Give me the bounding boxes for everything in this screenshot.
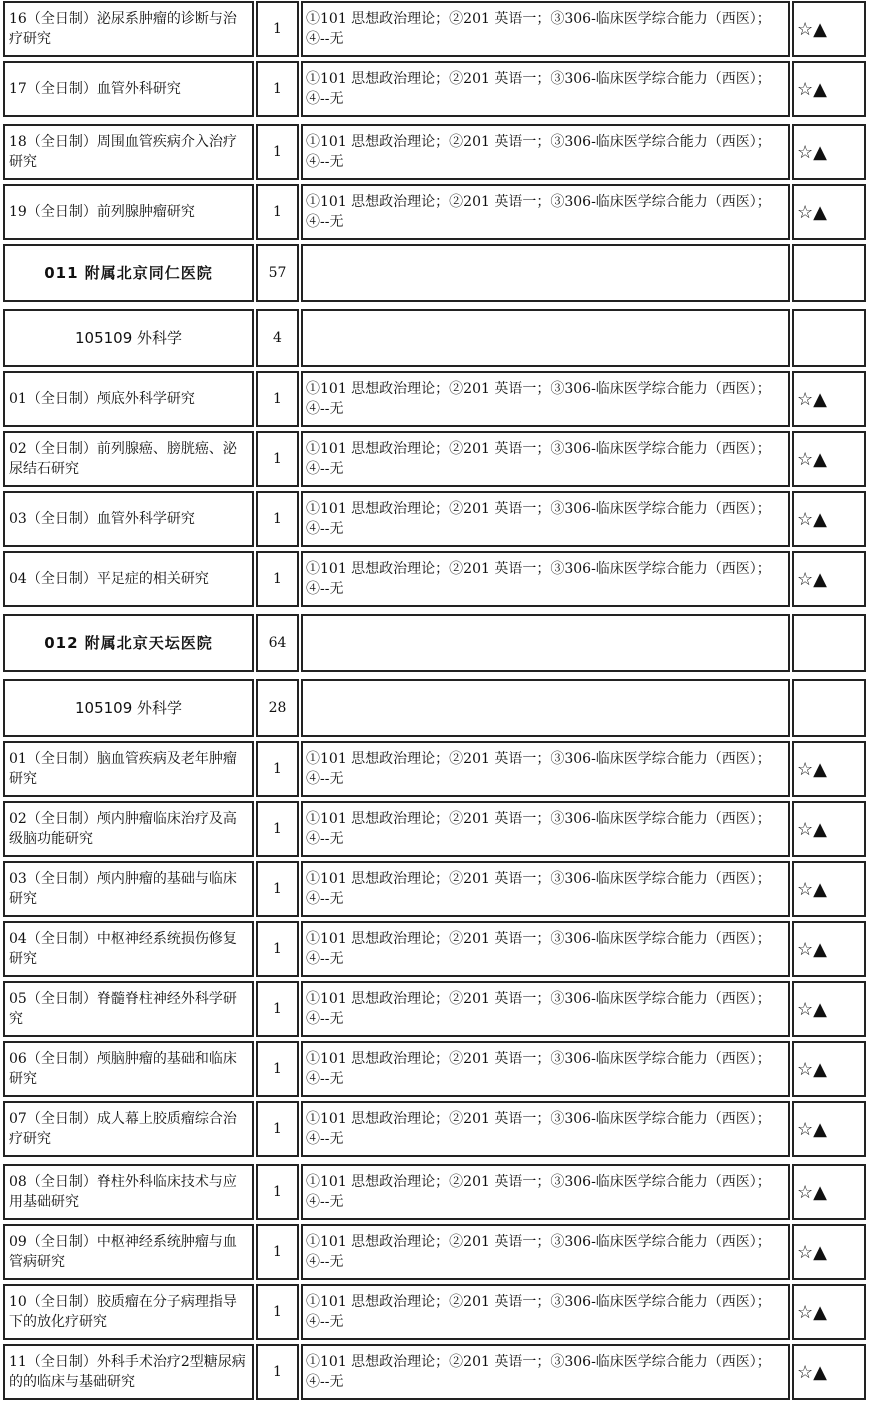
table-row — [2, 60, 874, 120]
table-row — [2, 740, 874, 800]
direction-name: 11（全日制）外科手术治疗2型糖尿病的的临床与基础研究 — [3, 1344, 254, 1400]
enrollment-count: 1 — [256, 1, 299, 57]
direction-name: 07（全日制）成人幕上胶质瘤综合治疗研究 — [3, 1101, 254, 1157]
direction-name: 02（全日制）颅内肿瘤临床治疗及高级脑功能研究 — [3, 801, 254, 857]
major-name: 105109 外科学 — [3, 309, 254, 367]
remark-symbols: ☆▲ — [792, 491, 866, 547]
exam-subjects: ①101 思想政治理论；②201 英语一；③306-临床医学综合能力（西医）；④--无 — [301, 371, 790, 427]
enrollment-count: 1 — [256, 1284, 299, 1340]
direction-name: 06（全日制）颅脑肿瘤的基础和临床研究 — [3, 1041, 254, 1097]
enrollment-count: 1 — [256, 124, 299, 180]
exam-subjects: ①101 思想政治理论；②201 英语一；③306-临床医学综合能力（西医）；④--无 — [301, 1164, 790, 1220]
table-row — [2, 800, 874, 860]
exam-subjects — [301, 679, 790, 737]
enrollment-count: 1 — [256, 491, 299, 547]
remark-symbols: ☆▲ — [792, 1164, 866, 1220]
table-row — [2, 1343, 874, 1403]
table-row — [2, 920, 874, 980]
enrollment-count: 1 — [256, 1224, 299, 1280]
direction-name: 19（全日制）前列腺肿瘤研究 — [3, 184, 254, 240]
remark-symbols — [792, 614, 866, 672]
direction-name: 17（全日制）血管外科研究 — [3, 61, 254, 117]
enrollment-count: 1 — [256, 801, 299, 857]
remark-symbols: ☆▲ — [792, 861, 866, 917]
table-row — [2, 1040, 874, 1100]
remark-symbols: ☆▲ — [792, 1101, 866, 1157]
direction-name: 18（全日制）周围血管疾病介入治疗研究 — [3, 124, 254, 180]
enrollment-count: 1 — [256, 741, 299, 797]
remark-symbols: ☆▲ — [792, 1224, 866, 1280]
table-row — [2, 430, 874, 490]
direction-name: 09（全日制）中枢神经系统肿瘤与血管病研究 — [3, 1224, 254, 1280]
exam-subjects: ①101 思想政治理论；②201 英语一；③306-临床医学综合能力（西医）；④--无 — [301, 551, 790, 607]
remark-symbols — [792, 679, 866, 737]
direction-name: 01（全日制）脑血管疾病及老年肿瘤研究 — [3, 741, 254, 797]
major-row — [2, 308, 874, 370]
department-name: 012 附属北京天坛医院 — [3, 614, 254, 672]
exam-subjects: ①101 思想政治理论；②201 英语一；③306-临床医学综合能力（西医）；④--无 — [301, 1101, 790, 1157]
exam-subjects: ①101 思想政治理论；②201 英语一；③306-临床医学综合能力（西医）；④--无 — [301, 1344, 790, 1400]
exam-subjects: ①101 思想政治理论；②201 英语一；③306-临床医学综合能力（西医）；④--无 — [301, 981, 790, 1037]
exam-subjects: ①101 思想政治理论；②201 英语一；③306-临床医学综合能力（西医）；④--无 — [301, 1041, 790, 1097]
enrollment-count: 64 — [256, 614, 299, 672]
enrollment-count: 1 — [256, 1041, 299, 1097]
enrollment-count: 1 — [256, 551, 299, 607]
direction-name: 04（全日制）平足症的相关研究 — [3, 551, 254, 607]
remark-symbols: ☆▲ — [792, 741, 866, 797]
exam-subjects: ①101 思想政治理论；②201 英语一；③306-临床医学综合能力（西医）；④--无 — [301, 1284, 790, 1340]
major-row — [2, 678, 874, 740]
remark-symbols: ☆▲ — [792, 1, 866, 57]
table-row — [2, 980, 874, 1040]
table-row — [2, 0, 874, 60]
exam-subjects: ①101 思想政治理论；②201 英语一；③306-临床医学综合能力（西医）；④--无 — [301, 184, 790, 240]
enrollment-count: 1 — [256, 1164, 299, 1220]
direction-name: 10（全日制）胶质瘤在分子病理指导下的放化疗研究 — [3, 1284, 254, 1340]
remark-symbols: ☆▲ — [792, 551, 866, 607]
direction-name: 03（全日制）颅内肿瘤的基础与临床研究 — [3, 861, 254, 917]
exam-subjects: ①101 思想政治理论；②201 英语一；③306-临床医学综合能力（西医）；④--无 — [301, 921, 790, 977]
exam-subjects — [301, 244, 790, 302]
enrollment-count: 57 — [256, 244, 299, 302]
direction-name: 01（全日制）颅底外科学研究 — [3, 371, 254, 427]
remark-symbols: ☆▲ — [792, 981, 866, 1037]
table-row — [2, 1100, 874, 1160]
table-row — [2, 370, 874, 430]
exam-subjects: ①101 思想政治理论；②201 英语一；③306-临床医学综合能力（西医）；④--无 — [301, 431, 790, 487]
exam-subjects: ①101 思想政治理论；②201 英语一；③306-临床医学综合能力（西医）；④--无 — [301, 1, 790, 57]
remark-symbols: ☆▲ — [792, 61, 866, 117]
remark-symbols: ☆▲ — [792, 431, 866, 487]
table-row — [2, 550, 874, 610]
table-row — [2, 1163, 874, 1223]
exam-subjects: ①101 思想政治理论；②201 英语一；③306-临床医学综合能力（西医）；④--无 — [301, 801, 790, 857]
table-row — [2, 1223, 874, 1283]
exam-subjects: ①101 思想政治理论；②201 英语一；③306-临床医学综合能力（西医）；④--无 — [301, 861, 790, 917]
remark-symbols: ☆▲ — [792, 1344, 866, 1400]
table-row — [2, 860, 874, 920]
exam-subjects — [301, 309, 790, 367]
major-name: 105109 外科学 — [3, 679, 254, 737]
direction-name: 02（全日制）前列腺癌、膀胱癌、泌尿结石研究 — [3, 431, 254, 487]
remark-symbols: ☆▲ — [792, 801, 866, 857]
enrollment-count: 1 — [256, 431, 299, 487]
table-row — [2, 183, 874, 243]
table-row — [2, 123, 874, 183]
enrollment-count: 4 — [256, 309, 299, 367]
remark-symbols: ☆▲ — [792, 184, 866, 240]
exam-subjects: ①101 思想政治理论；②201 英语一；③306-临床医学综合能力（西医）；④--无 — [301, 124, 790, 180]
exam-subjects: ①101 思想政治理论；②201 英语一；③306-临床医学综合能力（西医）；④--无 — [301, 741, 790, 797]
direction-name: 03（全日制）血管外科学研究 — [3, 491, 254, 547]
direction-name: 05（全日制）脊髓脊柱神经外科学研究 — [3, 981, 254, 1037]
enrollment-count: 28 — [256, 679, 299, 737]
enrollment-count: 1 — [256, 1101, 299, 1157]
enrollment-count: 1 — [256, 1344, 299, 1400]
department-row — [2, 243, 874, 305]
remark-symbols: ☆▲ — [792, 371, 866, 427]
exam-subjects: ①101 思想政治理论；②201 英语一；③306-临床医学综合能力（西医）；④--无 — [301, 61, 790, 117]
department-name: 011 附属北京同仁医院 — [3, 244, 254, 302]
remark-symbols — [792, 244, 866, 302]
remark-symbols: ☆▲ — [792, 921, 866, 977]
exam-subjects: ①101 思想政治理论；②201 英语一；③306-临床医学综合能力（西医）；④--无 — [301, 491, 790, 547]
enrollment-count: 1 — [256, 61, 299, 117]
enrollment-count: 1 — [256, 921, 299, 977]
enrollment-count: 1 — [256, 371, 299, 427]
admissions-table — [2, 0, 874, 1403]
direction-name: 04（全日制）中枢神经系统损伤修复研究 — [3, 921, 254, 977]
enrollment-count: 1 — [256, 861, 299, 917]
direction-name: 16（全日制）泌尿系肿瘤的诊断与治疗研究 — [3, 1, 254, 57]
remark-symbols: ☆▲ — [792, 1284, 866, 1340]
department-row — [2, 613, 874, 675]
enrollment-count: 1 — [256, 184, 299, 240]
table-row — [2, 490, 874, 550]
exam-subjects — [301, 614, 790, 672]
remark-symbols: ☆▲ — [792, 124, 866, 180]
exam-subjects: ①101 思想政治理论；②201 英语一；③306-临床医学综合能力（西医）；④--无 — [301, 1224, 790, 1280]
enrollment-count: 1 — [256, 981, 299, 1037]
table-row — [2, 1283, 874, 1343]
remark-symbols: ☆▲ — [792, 1041, 866, 1097]
direction-name: 08（全日制）脊柱外科临床技术与应用基础研究 — [3, 1164, 254, 1220]
remark-symbols — [792, 309, 866, 367]
